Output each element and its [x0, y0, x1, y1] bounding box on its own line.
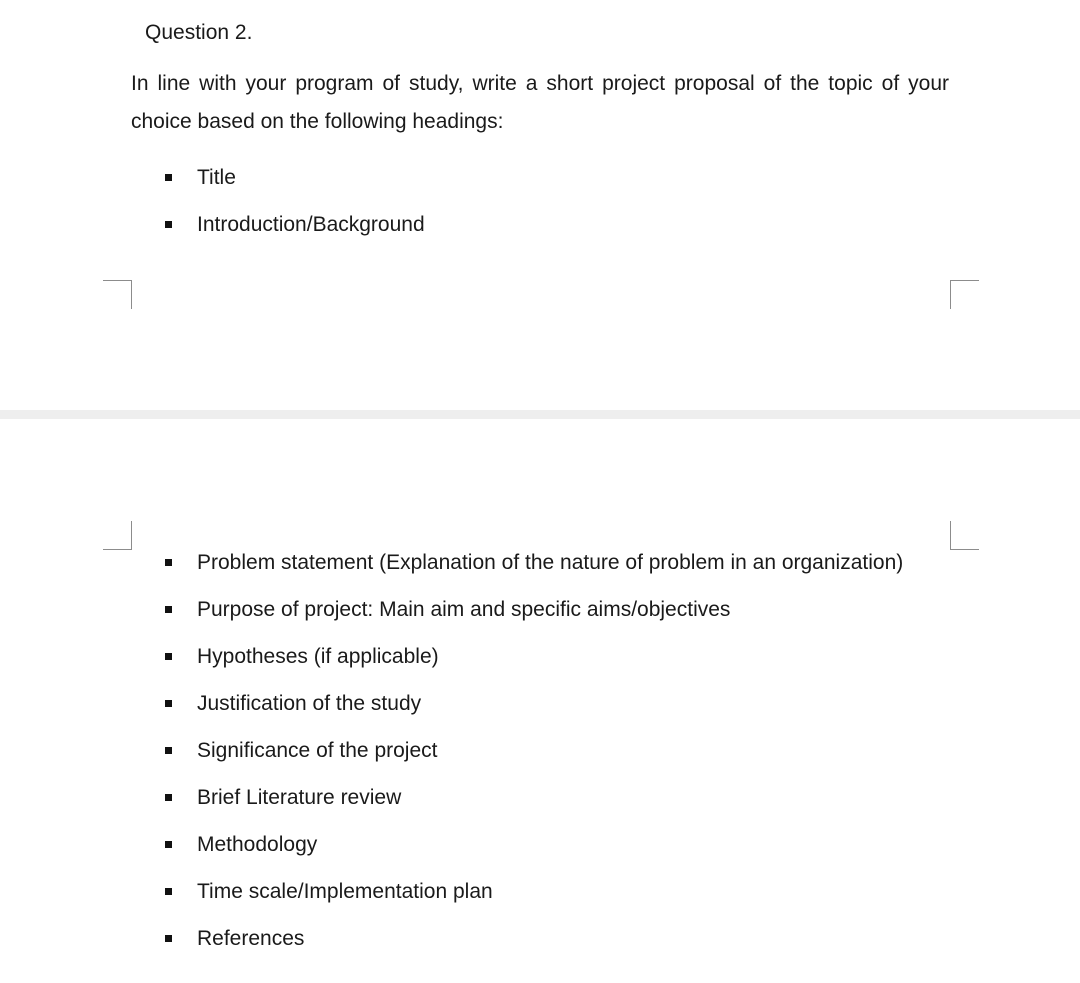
list-item	[0, 877, 1000, 907]
square-bullet-icon	[165, 221, 172, 228]
square-bullet-icon	[165, 559, 172, 566]
list-item	[0, 163, 1000, 193]
list-item-text: Justification of the study	[197, 692, 422, 715]
list-item-text: Introduction/Background	[197, 213, 425, 236]
page-break-gap	[0, 410, 1080, 419]
list-item-text: Hypotheses (if applicable)	[197, 645, 439, 668]
square-bullet-icon	[165, 794, 172, 801]
list-item	[0, 210, 1000, 240]
page-corner-mark-left	[103, 280, 132, 309]
list-item-text: Purpose of project: Main aim and specific aims/objectives	[197, 598, 731, 621]
square-bullet-icon	[165, 174, 172, 181]
square-bullet-icon	[165, 888, 172, 895]
list-item	[0, 924, 1000, 954]
list-item-text: Title	[197, 166, 236, 189]
page-corner-mark-right	[950, 280, 979, 309]
list-item-text: Methodology	[197, 833, 318, 856]
square-bullet-icon	[165, 653, 172, 660]
square-bullet-icon	[165, 700, 172, 707]
list-item-text: Problem statement (Explanation of the nature of problem in an organization)	[197, 551, 904, 574]
list-item	[0, 689, 1000, 719]
list-item	[0, 595, 1000, 625]
square-bullet-icon	[165, 747, 172, 754]
square-bullet-icon	[165, 606, 172, 613]
instruction-paragraph: In line with your program of study, write a short project proposal of the topic of your choice based on the following headings:	[131, 72, 949, 133]
list-item	[0, 642, 1000, 672]
list-item	[0, 783, 1000, 813]
list-item	[0, 548, 1000, 578]
list-item-text: References	[197, 927, 305, 950]
list-item-text: Significance of the project	[197, 739, 438, 762]
list-item-text: Brief Literature review	[197, 786, 402, 809]
list-item	[0, 830, 1000, 860]
square-bullet-icon	[165, 935, 172, 942]
page-corner-mark-right	[950, 521, 979, 550]
page-corner-mark-left	[103, 521, 132, 550]
document-page-1	[0, 0, 1080, 410]
list-item-text: Time scale/Implementation plan	[197, 880, 493, 903]
square-bullet-icon	[165, 841, 172, 848]
question-label: Question 2.	[145, 21, 253, 44]
list-item	[0, 736, 1000, 766]
